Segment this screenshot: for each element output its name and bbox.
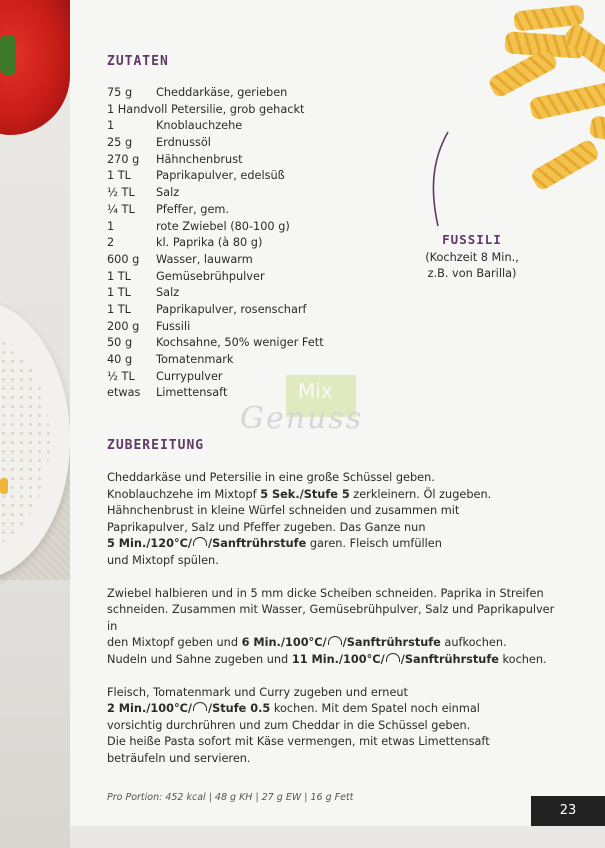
list-item: 25 g Erdnussöl (107, 136, 211, 150)
step-paragraph: Zwiebel halbieren und in 5 mm dicke Scheiben schneiden. Paprika in Streifen schneiden. Zusammen mit Wasser, Gemüsebrühpulver, Salz und Paprikapulver in den Mixtopf geben und 6 Min./100°C/ /Sanftrührstufe aufkochen. Nudeln und Sahne zugeben und 11 Min./100°C/ /Sanftrührstufe kochen. (107, 586, 555, 666)
ingredients-heading: ZUTATEN (107, 54, 169, 69)
list-item: 1 TL Gemüsebrühpulver (107, 269, 265, 283)
list-item: ¼ TL Pfeffer, gem. (107, 202, 230, 216)
step-paragraph: Fleisch, Tomatenmark und Curry zugeben und erneut 2 Min./100°C/ /Stufe 0.5 kochen. Mit dem Spatel noch einmal vorsichtig durchrühren und zum Cheddar in die Schüssel geben. Die heiße Pasta sofort mit Käse vermengen, mit etwas Limettensaft beträufeln und servieren. (107, 685, 490, 765)
pasta-piece-image (0, 478, 8, 494)
list-item: 1 rote Zwiebel (80-100 g) (107, 219, 290, 233)
pasta-note-line: z.B. von Barilla) (427, 267, 517, 280)
list-item: ½ TL Salz (107, 186, 180, 200)
counterclockwise-stir-icon (193, 537, 207, 546)
pasta-note (412, 232, 532, 282)
list-item: 75 g Cheddarkäse, gerieben (107, 86, 288, 99)
list-item: ½ TL Currypulver (107, 369, 223, 383)
counterclockwise-stir-icon (193, 702, 207, 711)
list-item: 50 g Kochsahne, 50% weniger Fett (107, 336, 324, 350)
background-photo (0, 0, 70, 848)
pointer-line-icon (428, 130, 452, 230)
list-item: 200 g Fussili (107, 319, 191, 333)
pasta-note-line: (Kochzeit 8 Min., (425, 251, 519, 264)
preparation-steps (107, 470, 557, 784)
counterclockwise-stir-icon (328, 636, 342, 645)
list-item: 40 g Tomatenmark (107, 353, 234, 366)
list-item: 1 Handvoll Petersilie, grob gehackt (107, 102, 305, 116)
page-number: 23 (531, 796, 605, 826)
list-item: 1 TL Salz (107, 286, 180, 300)
list-item: 1 TL Paprikapulver, rosenscharf (107, 302, 307, 316)
list-item: 1 Knoblauchzehe (107, 119, 243, 133)
nutrition-info: Pro Portion: 452 kcal | 48 g KH | 27 g EW | 16 g Fett (107, 792, 354, 803)
counterclockwise-stir-icon (386, 653, 400, 662)
pepper-stem-image (0, 35, 16, 75)
preparation-heading: ZUBEREITUNG (107, 438, 205, 453)
list-item: 600 g Wasser, lauwarm (107, 252, 253, 266)
list-item: 2 kl. Paprika (à 80 g) (107, 236, 263, 250)
pasta-note-title: FUSSILI (442, 232, 502, 247)
list-item: 270 g Hähnchenbrust (107, 152, 243, 166)
mixgenuss-watermark-logo: Mix Genuss (240, 375, 380, 450)
step-paragraph: Cheddarkäse und Petersilie in eine große Schüssel geben. Knoblauchzehe im Mixtopf 5 Sek./Stufe 5 zerkleinern. Öl zugeben. Hähnchenbrust in kleine Würfel schneiden und zusammen mit Paprikapulver, Salz und Pfeffer zugeben. Das Ganze nun 5 Min./120°C/ /Sanftrührstufe garen. Fleisch umfüllen und Mixtopf spülen. (107, 471, 492, 567)
fusilli-photo (500, 0, 605, 200)
list-item: 1 TL Paprikapulver, edelsüß (107, 169, 285, 183)
ingredients-list (107, 85, 324, 402)
list-item: etwas Limettensaft (107, 386, 228, 400)
